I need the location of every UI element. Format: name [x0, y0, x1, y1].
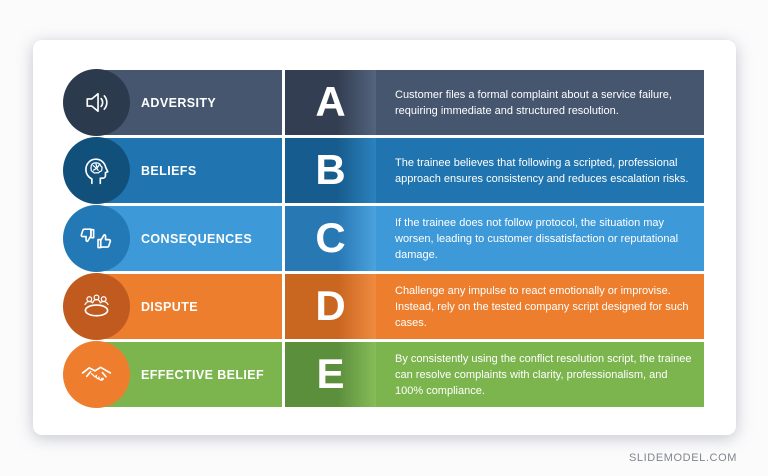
meeting-people-icon	[78, 288, 115, 325]
row-description: If the trainee does not follow protocol, the situation may worsen, leading to customer dissatisfaction or reputational damage.	[395, 216, 679, 261]
abcde-row	[63, 138, 704, 203]
row-letter: C	[315, 213, 346, 261]
icon-circle	[63, 341, 130, 408]
row-letter: E	[316, 349, 345, 397]
icon-circle	[63, 69, 130, 136]
watermark: SLIDEMODEL.COM	[628, 452, 737, 464]
handshake-icon	[78, 356, 115, 393]
row-description-panel	[376, 274, 704, 339]
row-description: The trainee believes that following a scripted, professional approach ensures consistency and reduces escalation risks.	[395, 156, 689, 185]
letter-cell	[285, 70, 376, 135]
row-description: By consistently using the conflict resolution script, the trainee can resolve complaints with clarity, professionalism, and 100% compliance.	[395, 352, 692, 397]
abcde-row	[63, 342, 704, 407]
row-description-panel	[376, 138, 704, 203]
abcde-row	[63, 274, 704, 339]
thumbs-up-down-icon	[78, 220, 115, 257]
row-description-panel	[376, 206, 704, 271]
abcde-row	[63, 70, 704, 135]
icon-circle	[63, 205, 130, 272]
row-label: BELIEFS	[141, 163, 197, 178]
letter-cell	[285, 206, 376, 271]
row-letter: A	[315, 77, 346, 125]
row-label: EFFECTIVE BELIEF	[141, 367, 265, 382]
letter-cell	[285, 274, 376, 339]
row-description-panel	[376, 342, 704, 407]
letter-cell	[285, 138, 376, 203]
row-description: Customer files a formal complaint about a service failure, requiring immediate and structured resolution.	[395, 88, 672, 117]
row-label: ADVERSITY	[141, 95, 217, 110]
letter-cell	[285, 342, 376, 407]
abcde-row	[63, 206, 704, 271]
row-letter: B	[315, 145, 346, 193]
row-description-panel	[376, 70, 704, 135]
row-label: DISPUTE	[141, 299, 198, 314]
icon-circle	[63, 137, 130, 204]
icon-circle	[63, 273, 130, 340]
row-label: CONSEQUENCES	[141, 231, 253, 246]
head-brain-icon	[78, 152, 115, 189]
row-description: Challenge any impulse to react emotionally or improvise. Instead, rely on the tested company script designed for such cases.	[395, 284, 689, 329]
row-letter: D	[315, 281, 346, 329]
megaphone-icon	[78, 84, 115, 121]
